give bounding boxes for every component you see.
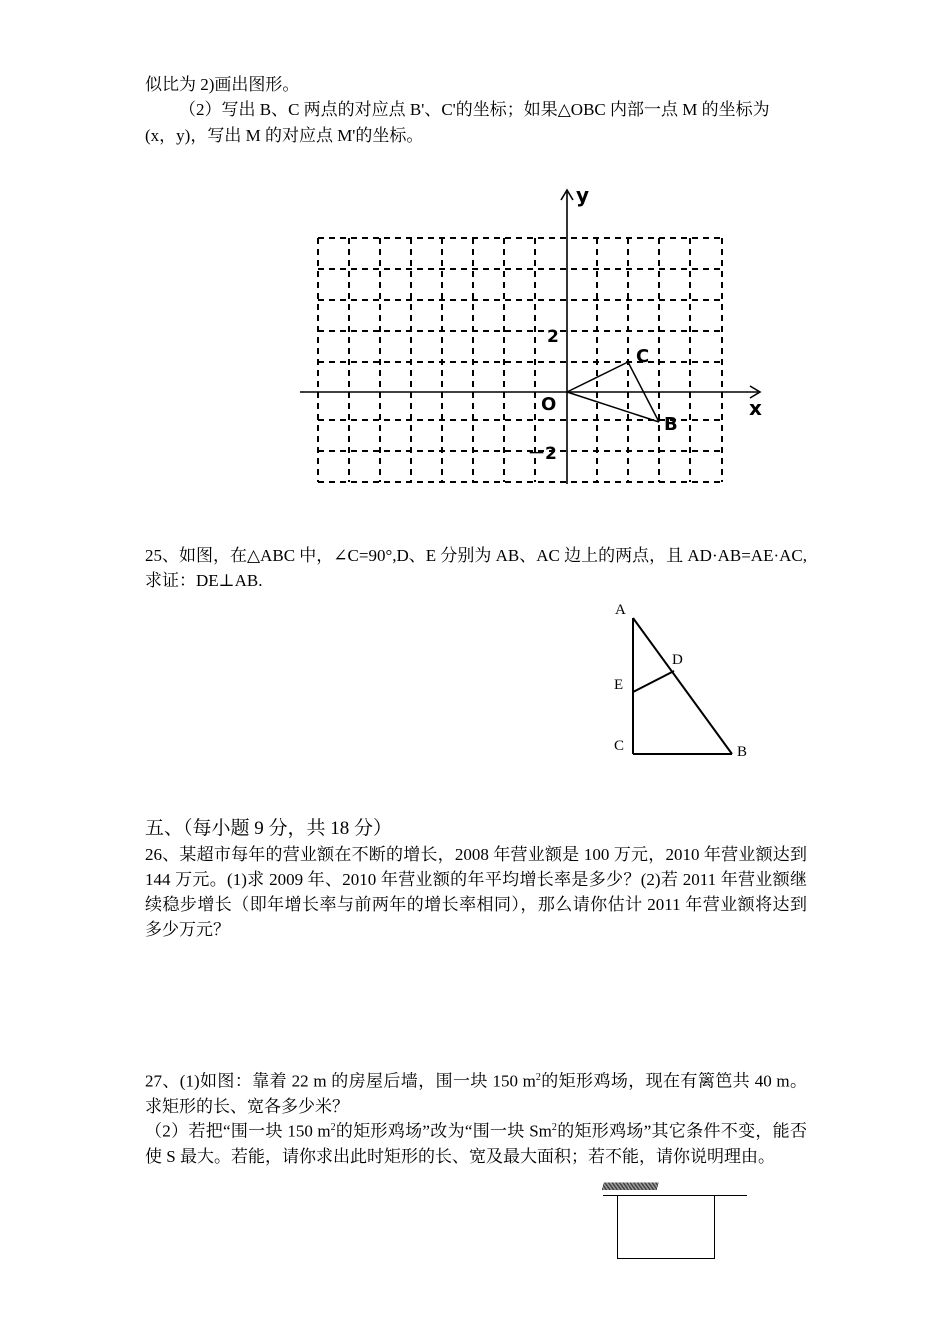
vertex-b-label: B — [737, 744, 748, 760]
tick-label-neg-2: －2 — [528, 444, 557, 464]
q27-part1-sup: 2 — [535, 1072, 541, 1083]
q27-part1-b: 的矩形鸡场，现在有篱笆共 40 m。求矩形的长、宽各多少米？ — [145, 1071, 807, 1116]
text-line-1: 似比为 2)画出图形。 — [145, 75, 300, 94]
question-27-part-2 — [145, 1115, 807, 1169]
question-26-text: 26、某超市每年的营业额在不断的增长，2008 年营业额是 100 万元，2010 年营业额达到 144 万元。(1)求 2009 年、2010 年营业额的年平均增长率是多少？(2)若 2011 年营业额继续稳步增长（即年增长率与前两年的增长率相同），那么请你估计 2011 年营业额将达到多少万元？ — [145, 845, 807, 939]
vertex-a-label: A — [615, 602, 626, 618]
text-line-3: (x，y)，写出 M 的对应点 M'的坐标。 — [145, 126, 424, 145]
y-axis-label: y — [576, 183, 590, 207]
segment-de — [633, 671, 674, 692]
q27-part2-sup2: 2 — [551, 1122, 557, 1133]
question-27-part-1 — [145, 1065, 807, 1119]
wall-line — [603, 1195, 747, 1196]
point-d-label: D — [672, 652, 683, 668]
q27-part2-a: （2）若把“围一块 150 m — [145, 1121, 331, 1141]
point-e-label: E — [614, 677, 624, 693]
point-b-label: B — [664, 414, 678, 435]
tick-label-2: 2 — [547, 327, 559, 347]
chicken-yard-rectangle — [617, 1195, 715, 1259]
section-5-title: 五、（每小题 9 分，共 18 分） — [145, 818, 393, 839]
q27-part2-c: 的矩形鸡场”其它条件不变，能否使 S 最大。若能，请你求出此时矩形的长、宽及最大面积；若不能，请你说明理由。 — [145, 1121, 807, 1166]
point-c-label: C — [636, 346, 650, 367]
q27-part2-sup1: 2 — [330, 1122, 336, 1133]
dashed-grid — [318, 238, 722, 482]
origin-label: O — [541, 394, 557, 415]
side-ab — [633, 618, 732, 754]
q27-part1-a: 27、(1)如图：靠着 22 m 的房屋后墙，围一块 150 m — [145, 1071, 536, 1091]
triangle-abc-figure — [605, 598, 765, 766]
text-line-2: （2）写出 B、C 两点的对应点 B'、C'的坐标；如果△OBC 内部一点 M 的坐标为 — [179, 100, 770, 119]
coordinate-grid-figure — [290, 180, 780, 500]
vertex-c-label: C — [614, 738, 625, 754]
q27-part2-b: 的矩形鸡场”改为“围一块 Sm — [335, 1121, 552, 1141]
question-25-text: 25、如图，在△ABC 中，∠C=90°,D、E 分别为 AB、AC 边上的两点，且 AD·AB=AE·AC,求证：DE⊥AB. — [145, 546, 807, 590]
wall-hatching: //////////////////////////////////////// — [602, 1182, 658, 1193]
x-axis-label: x — [749, 396, 762, 420]
